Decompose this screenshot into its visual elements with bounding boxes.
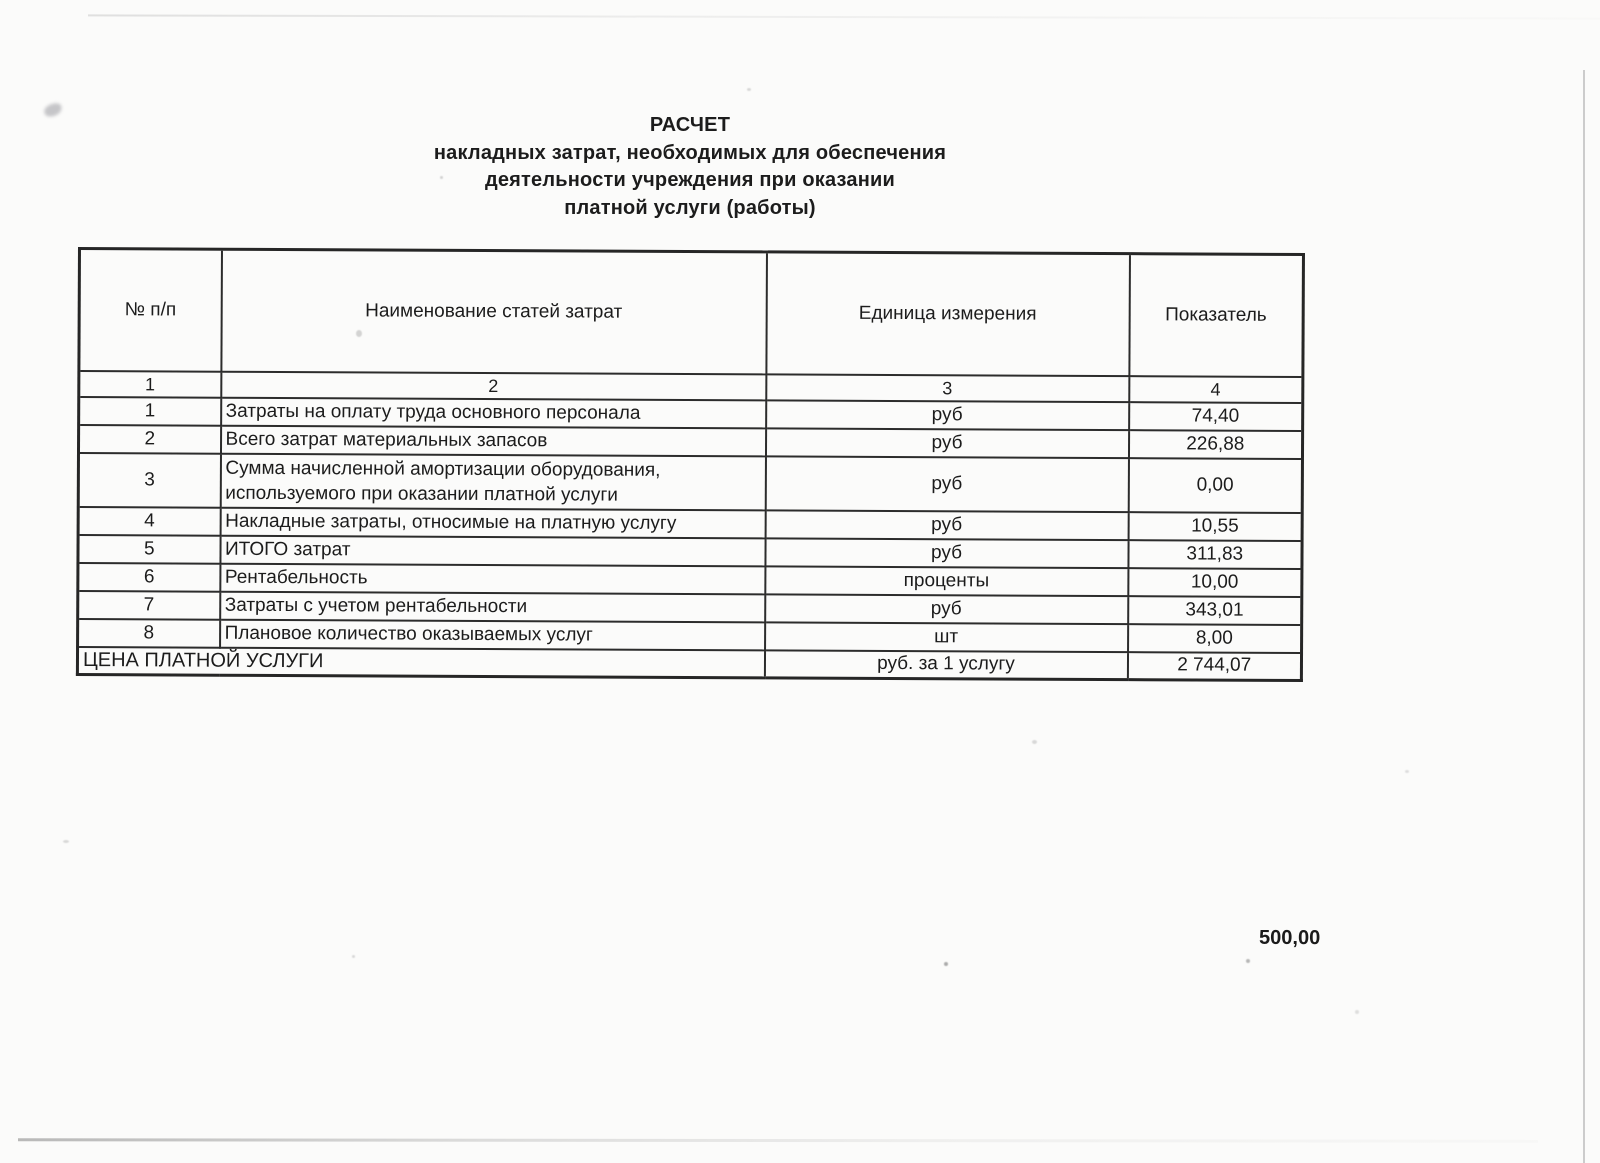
column-number-2: 2 [221, 371, 766, 400]
scan-edge-bottom [18, 1138, 1538, 1143]
unit-cell: руб [765, 538, 1128, 568]
unit-cell: проценты [765, 566, 1128, 596]
scan-speck [1355, 1010, 1359, 1014]
row-number-cell: 8 [78, 619, 220, 648]
column-number-4: 4 [1129, 376, 1303, 403]
value-cell: 0,00 [1128, 458, 1302, 513]
scan-edge-top [88, 14, 1600, 19]
row-number-cell: 4 [78, 507, 220, 536]
value-cell: 311,83 [1128, 540, 1302, 569]
unit-cell: руб [765, 428, 1128, 458]
total-label-cell: ЦЕНА ПЛАТНОЙ УСЛУГИ [77, 647, 764, 678]
title-line-3: деятельности учреждения при оказании [484, 169, 896, 191]
value-cell: 226,88 [1128, 430, 1302, 459]
cost-name-cell: Накладные затраты, относимые на платную услугу [220, 507, 765, 538]
col-header-name: Наименование статей затрат [221, 249, 767, 374]
document-title [78, 112, 1302, 222]
cost-name-cell: Затраты с учетом рентабельности [220, 591, 765, 622]
col-header-num: № п/п [79, 249, 222, 372]
row-number-cell: 7 [78, 591, 220, 620]
column-number-1: 1 [79, 371, 221, 398]
note-below-table: 500,00 [1258, 926, 1321, 950]
cost-name-cell: Плановое количество оказываемых услуг [220, 619, 765, 650]
value-cell: 10,00 [1128, 568, 1302, 597]
total-row [77, 647, 1301, 681]
scan-speck [1032, 740, 1037, 744]
table-row [78, 453, 1302, 513]
scan-speck [1405, 770, 1409, 773]
unit-cell: руб [766, 400, 1129, 430]
scan-speck [944, 962, 948, 966]
title-line-1: РАСЧЕТ [649, 114, 731, 136]
unit-cell: руб [765, 456, 1128, 512]
unit-cell: руб [765, 594, 1128, 624]
col-header-unit: Единица измерения [766, 252, 1130, 376]
cost-name-cell: Всего затрат материальных запасов [220, 425, 765, 456]
row-number-cell: 3 [78, 453, 220, 508]
unit-cell: шт [765, 622, 1128, 652]
cost-name-cell: ИТОГО затрат [220, 535, 765, 566]
costs-table [76, 247, 1305, 682]
cost-name-cell: Рентабельность [220, 563, 765, 594]
costs-table-wrap [76, 247, 1321, 950]
total-value-cell: 2 744,07 [1127, 652, 1301, 681]
value-cell: 343,01 [1128, 596, 1302, 625]
col-header-value: Показатель [1129, 254, 1304, 377]
scan-speck [1246, 959, 1250, 963]
row-number-cell: 1 [79, 397, 221, 426]
value-cell: 10,55 [1128, 512, 1302, 541]
value-cell: 8,00 [1128, 624, 1302, 653]
value-cell: 74,40 [1129, 402, 1303, 431]
unit-cell: руб [765, 510, 1128, 540]
scan-edge-right [1583, 70, 1585, 1163]
total-unit-cell: руб. за 1 услугу [764, 650, 1127, 680]
table-header-row [79, 249, 1304, 377]
cost-name-cell: Сумма начисленной амортизации оборудования, используемого при оказании платной услуги [220, 453, 765, 510]
title-line-2: накладных затрат, необходимых для обеспечения [433, 141, 947, 164]
row-number-cell: 5 [78, 535, 220, 564]
scan-smudge [43, 102, 64, 119]
row-number-cell: 6 [78, 563, 220, 592]
column-number-3: 3 [766, 374, 1129, 402]
cost-name-cell: Затраты на оплату труда основного персонала [221, 397, 766, 428]
scan-speck [747, 88, 751, 91]
row-number-cell: 2 [78, 425, 220, 454]
scan-speck [352, 955, 355, 958]
title-line-4: платной услуги (работы) [564, 196, 816, 219]
scan-speck [63, 840, 69, 843]
